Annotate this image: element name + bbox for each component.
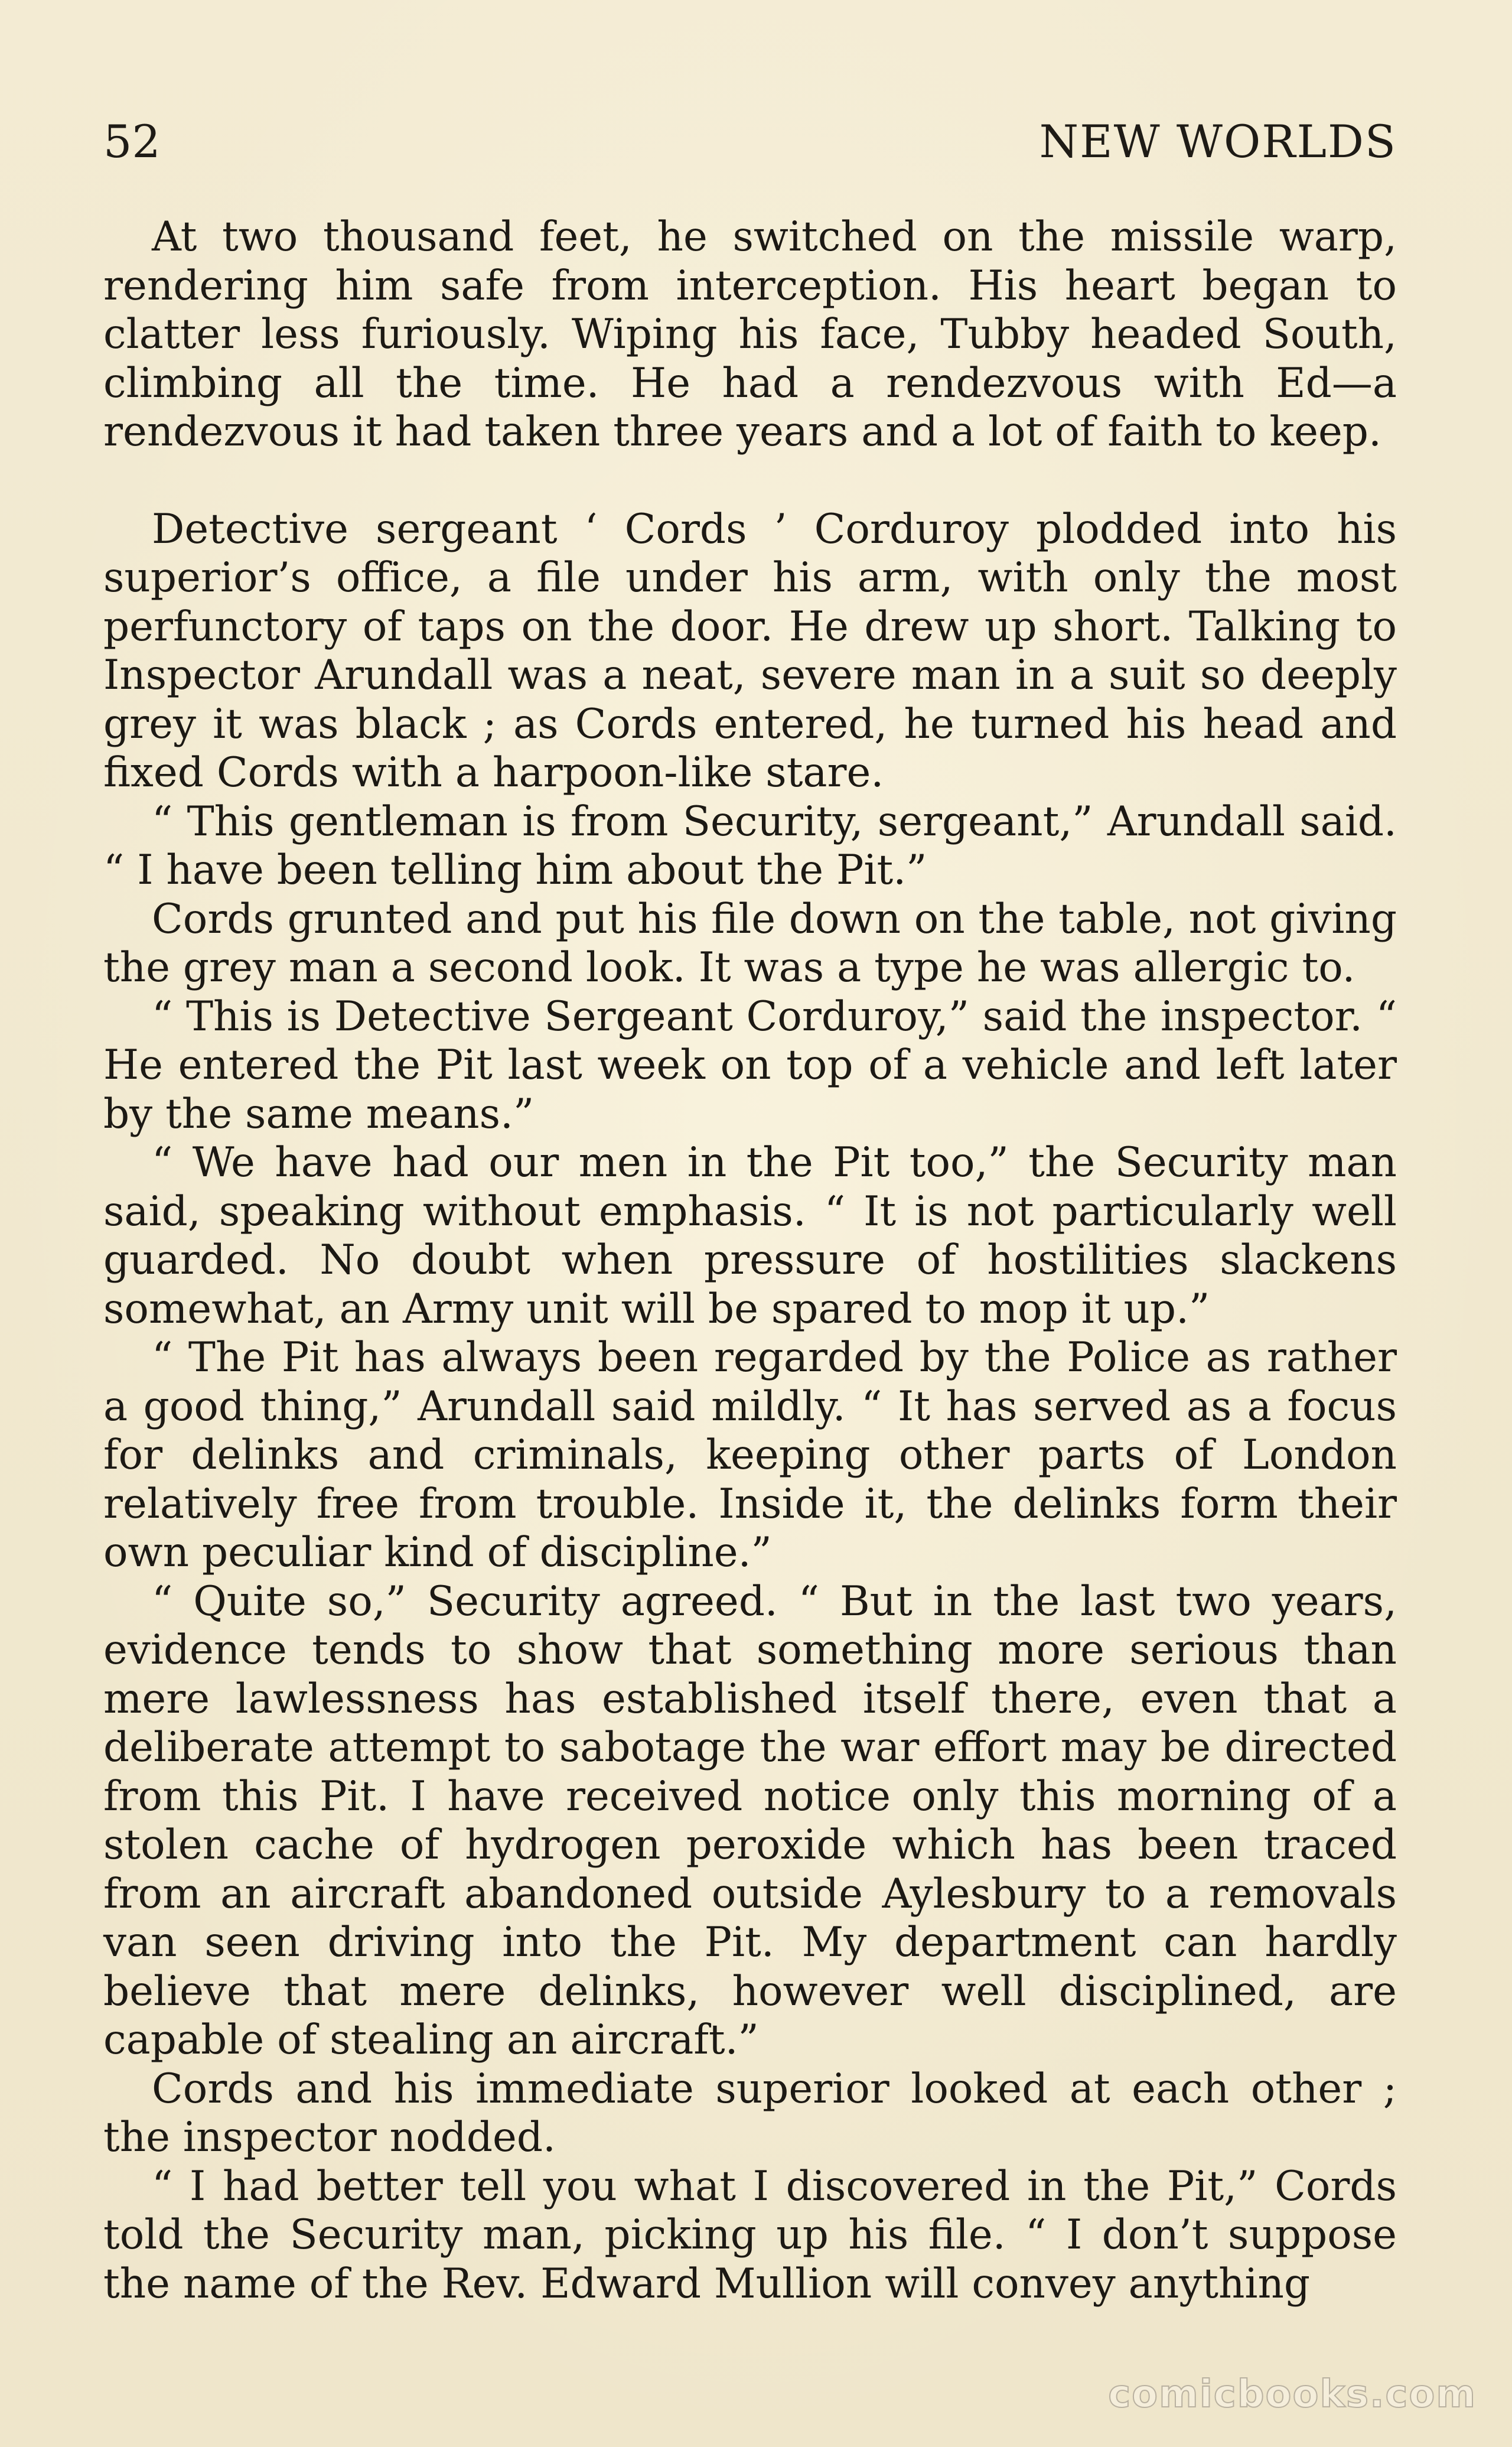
paragraph: “ Quite so,” Security agreed. “ But in the last two years, evidence tends to show that something more serious than mere lawlessness has established itself there, even that a deliberate attempt to sabotage the war effort may be directed from this Pit. I have received notice only this morning of a stolen cache of hydrogen peroxide which has been traced from an aircraft abandoned outside Aylesbury to a removals van seen driving into the Pit. My department can hardly believe that mere delinks, however well disciplined, are capable of stealing an aircraft.” — [103, 1577, 1397, 2064]
paragraph: “ I had better tell you what I discovered in the Pit,” Cords told the Security man, picking up his file. “ I don’t suppose the name of the Rev. Edward Mullion will convey anything — [103, 2162, 1397, 2308]
paragraph: “ This gentleman is from Security, sergeant,” Arundall said. “ I have been telling him about the Pit.” — [103, 798, 1397, 894]
paragraph: “ We have had our men in the Pit too,” the Security man said, speaking without emphasis. “ It is not particularly well guarded. No doubt when pressure of hostilities slackens somewhat, an Army unit will be spared to mop it up.” — [103, 1139, 1397, 1333]
watermark: comicbooks.com — [1108, 2373, 1477, 2416]
paragraph: Cords grunted and put his file down on the table, not giving the grey man a second look. It was a type he was allergic to. — [103, 895, 1397, 991]
page-number: 52 — [103, 115, 161, 168]
paragraph: Cords and his immediate superior looked at each other ; the inspector nodded. — [103, 2065, 1397, 2161]
running-head: NEW WORLDS — [1039, 115, 1397, 168]
paragraph: “ The Pit has always been regarded by the Police as rather a good thing,” Arundall said mildly. “ It has served as a focus for delinks and criminals, keeping other parts of London relatively free from trouble. Inside it, the delinks form their own peculiar kind of discipline.” — [103, 1334, 1397, 1576]
paragraph: “ This is Detective Sergeant Corduroy,” said the inspector. “ He entered the Pit last week on top of a vehicle and left later by the same means.” — [103, 993, 1397, 1138]
paragraph: At two thousand feet, he switched on the missile warp, rendering him safe from interception. His heart began to clatter less furiously. Wiping his face, Tubby headed South, climbing all the time. He had a rendezvous with Ed—a rendezvous it had taken three years and a lot of faith to keep. — [103, 213, 1397, 455]
body-text — [103, 213, 1397, 2308]
paragraph: Detective sergeant ‘ Cords ’ Corduroy plodded into his superior’s office, a file under his arm, with only the most perfunctory of taps on the door. He drew up short. Talking to Inspector Arundall was a neat, severe man in a suit so deeply grey it was black ; as Cords entered, he turned his head and fixed Cords with a harpoon-like stare. — [103, 505, 1397, 796]
page-header — [103, 112, 1397, 177]
